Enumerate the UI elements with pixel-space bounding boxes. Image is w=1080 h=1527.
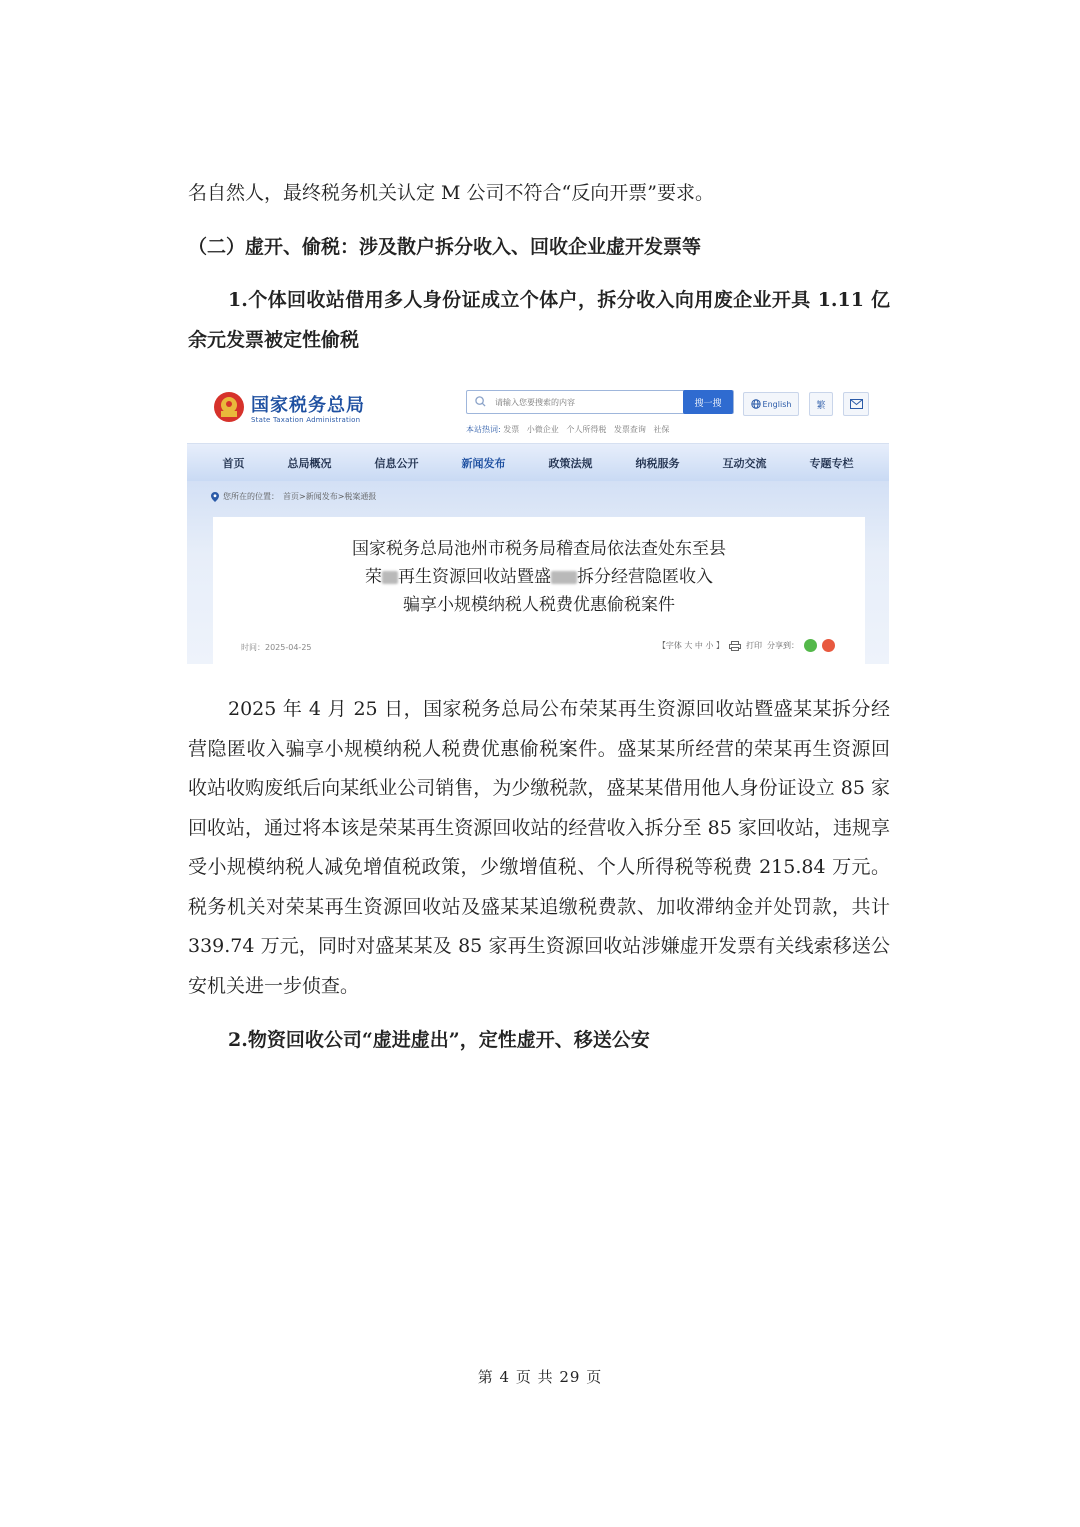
- redaction-blur: [551, 571, 577, 584]
- content-area: [187, 481, 889, 664]
- mail-button[interactable]: [843, 392, 869, 416]
- nav-item-home[interactable]: 首页: [222, 456, 245, 470]
- globe-icon: [751, 399, 761, 409]
- case-description-paragraph: 2025 年 4 月 25 日，国家税务总局公布荣某再生资源回收站暨盛某某拆分经营隐匿收入骗享小规模纳税人税费优惠偷税案件。盛某某所经营的荣某再生资源回收站收购废纸后向某纸业公司销售，为少缴税款，盛某某借用他人身份证设立 85 家回收站，通过将本该是荣某再生资源回收站的经营收入拆分至 85 家回收站，违规享受小规模纳税人减免增值税政策，少缴增值税、个人所得税等税费 215.84 万元。税务机关对荣某再生资源回收站及盛某某追缴税费款、加收滞纳金并处罚款，共计 339.74 万元，同时对盛某某及 85 家再生资源回收站涉嫌虚开发票有关线索移送公安机关进一步侦查。: [188, 698, 890, 997]
- hot-word-link[interactable]: 小微企业: [526, 425, 559, 434]
- english-label: English: [762, 399, 792, 409]
- redaction-blur: [382, 571, 398, 584]
- nav-item-service[interactable]: 纳税服务: [635, 456, 680, 470]
- hot-word-link[interactable]: 社保: [653, 425, 670, 434]
- search-icon: [475, 396, 486, 407]
- wechat-share-icon[interactable]: [804, 639, 817, 652]
- national-emblem-icon: [213, 391, 245, 423]
- site-logo-text[interactable]: 国家税务总局: [251, 395, 365, 416]
- breadcrumb: [211, 491, 376, 502]
- title-fragment: 荣: [365, 567, 382, 587]
- nav-item-overview[interactable]: 总局概况: [287, 456, 332, 470]
- hot-words: [466, 424, 674, 435]
- breadcrumb-path[interactable]: 首页>新闻发布>税案通报: [283, 492, 377, 501]
- section-heading: （二）虚开、偷税：涉及散户拆分收入、回收企业虚开发票等: [188, 236, 702, 258]
- traditional-chinese-button[interactable]: 繁: [809, 392, 833, 416]
- title-fragment: 再生资源回收站暨盛: [398, 567, 551, 587]
- article-card: [213, 517, 865, 664]
- subsection-heading-2: 2.物资回收公司“虚进虚出”，定性虚开、移送公安: [228, 1029, 650, 1051]
- article-title-line-3: 骗享小规模纳税人税费优惠偷税案件: [403, 595, 675, 615]
- article-title-line-1: 国家税务总局池州市税务局稽查局依法查处东至县: [352, 539, 726, 559]
- page-number-footer: 第 4 页 共 29 页: [477, 1368, 603, 1386]
- title-fragment: 拆分经营隐匿收入: [577, 567, 713, 587]
- hot-word-link[interactable]: 发票查询: [613, 425, 646, 434]
- main-nav: [187, 443, 889, 481]
- hot-word-link[interactable]: 发票: [503, 425, 520, 434]
- hot-word-link[interactable]: 个人所得税: [566, 425, 607, 434]
- nav-item-interaction[interactable]: 互动交流: [722, 456, 767, 470]
- paragraph-continuation: 名自然人，最终税务机关认定 M 公司不符合“反向开票”要求。: [188, 182, 714, 204]
- font-size-switch[interactable]: 【字体 大 中 小 】: [657, 641, 724, 650]
- printer-icon[interactable]: [729, 641, 741, 651]
- article-tools: [658, 639, 835, 652]
- search-button[interactable]: 搜一搜: [683, 390, 733, 414]
- nav-item-policy[interactable]: 政策法规: [548, 456, 593, 470]
- hot-words-label: 本站热词:: [466, 425, 501, 434]
- article-time: [241, 642, 312, 653]
- subsection-heading-1: 1.个体回收站借用多人身份证成立个体户，拆分收入向用废企业开具 1.11 亿余元发票被定性偷税: [188, 289, 890, 351]
- print-link[interactable]: 打印: [746, 641, 762, 650]
- english-button[interactable]: [743, 392, 799, 416]
- nav-item-info[interactable]: 信息公开: [374, 456, 419, 470]
- location-pin-icon: [211, 492, 219, 502]
- mail-icon: [850, 399, 863, 409]
- share-label: 分享到：: [767, 641, 799, 650]
- breadcrumb-label: 您所在的位置：: [223, 492, 279, 501]
- site-logo-subtitle: State Taxation Administration: [251, 416, 361, 424]
- time-value: 2025-04-25: [265, 643, 312, 652]
- embedded-website-screenshot: [187, 378, 889, 664]
- nav-item-news[interactable]: 新闻发布: [461, 456, 506, 470]
- weibo-share-icon[interactable]: [822, 639, 835, 652]
- article-title-line-2: [213, 563, 865, 591]
- time-label: 时间：: [241, 643, 265, 652]
- nav-item-topics[interactable]: 专题专栏: [809, 456, 854, 470]
- article-title: [213, 535, 865, 619]
